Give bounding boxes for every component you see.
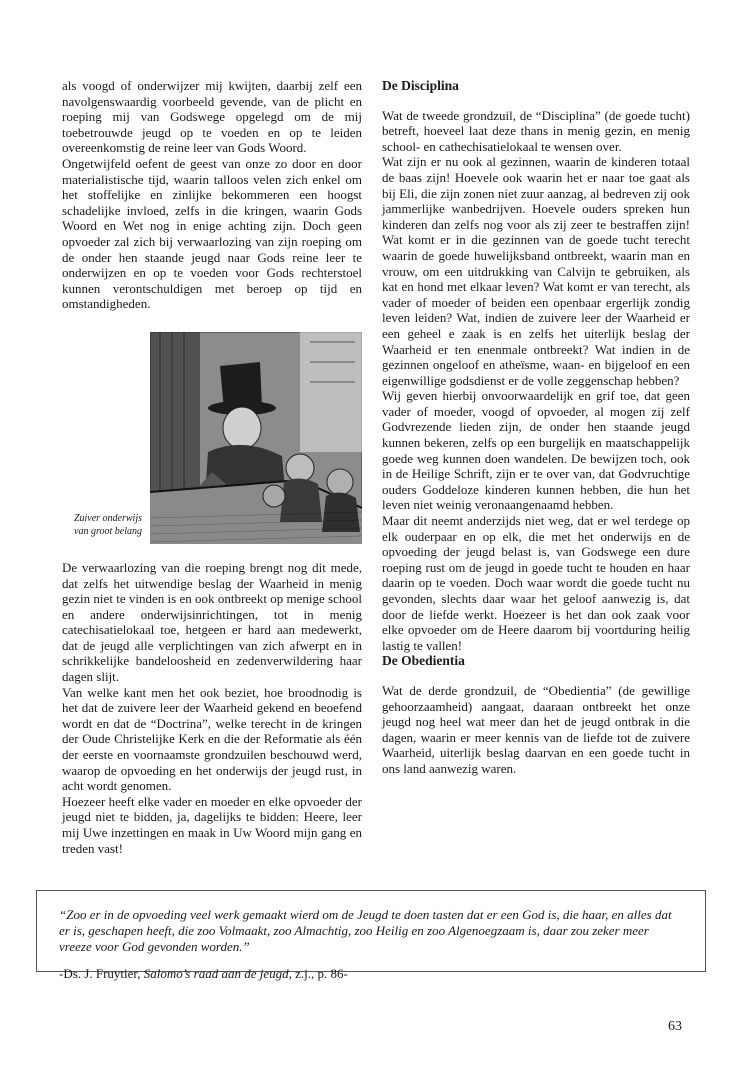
paragraph: Wat de tweede grondzuil, de “Disciplina” (de goede tucht) betreft, hoeveel laat deze thans in menig gezin, en menig school- en cathechisatielokaal te wensen over. [382, 107, 690, 154]
paragraph: Maar dit neemt anderzijds niet weg, dat er wel terdege op elk ouderpaar en op elk, die met het onderwijs en de opvoeding der jeugd belast is, van Godswege een dure roeping rust om de jeugd in goede tucht te houden en haar daarin op te voeden. Doch waar wordt die goede tucht nu gevonden, slechts daar waar het geloof aanwezig is, dat door de liefde werkt. Hoezeer is het dan ook zaak voor elke opvoeder om de Heere daarom bij voortduring heilig lastig te vallen! [382, 513, 690, 653]
figure-caption-line: Zuiver onderwijs [73, 512, 142, 524]
attribution-tail: , z.j., p. 86- [288, 966, 348, 981]
section-heading-disciplina: De Disciplina [382, 78, 459, 93]
left-column [62, 78, 362, 856]
quote-text: “Zoo er in de opvoeding veel werk gemaakt wierd om de Jeugd te doen tasten dat er een God is, die haar, en alles dat er is, geschapen heeft, die zoo Volmaakt, zoo Almachtig, zoo Heilig en zoo Algenoegzaam is, daar zou zeker meer vreeze voor God gevonden worden.” [59, 907, 672, 954]
figure-caption-line: van groot belang [74, 525, 142, 537]
quote-box [36, 890, 706, 981]
paragraph: Van welke kant men het ook beziet, hoe broodnodig is het dat de zuivere leer der Waarheid gekend en beoefend wordt en dat de “Doctrina”, welke terecht in de kringen der Oude Christelijke Kerk en die der Reformatie als één der eerste en voornaamste grondzuilen beschouwd werd, waarop de opvoeding en het onderwijs der jeugd rust, in acht wordt genomen. [62, 684, 362, 794]
right-column [382, 78, 690, 777]
paragraph: als voogd of onderwijzer mij kwijten, daarbij zelf een navolgenswaardig voorbeeld gevende, van de plicht en roeping mij van Godswege opgelegd om de mij toebetrouwde jeugd op te voeden en op te leiden overeenkomstig de reine leer van Gods Woord. [62, 78, 362, 156]
paragraph: De verwaarlozing van die roeping brengt nog dit mede, dat zelfs het uitwendige beslag der Waarheid in menig gezin niet te vinden is en ook ontbreekt op menige school en andere onderwijsinrichtingen, tot in menig catechisatielokaal toe, hetgeen er hard aan medewerkt, dat de jeugd alle verplichtingen van zich afwerpt en in schrikkelijke bandeloosheid en zedenverwildering haar dagen slijt. [62, 559, 362, 685]
section-heading-obedientia: De Obedientia [382, 653, 465, 669]
quote-attribution [59, 966, 683, 982]
paragraph: Hoezeer heeft elke vader en moeder en elke opvoeder der jeugd niet te bidden, ja, dagelijks te bidden: Heere, leer mij Uwe inzettingen en maak in Uw Woord mijn gang en treden vast! [62, 793, 362, 856]
page-number: 63 [668, 1019, 682, 1034]
attribution-source: Salomo’s raad aan de jeugd [143, 966, 289, 981]
attribution-author: -Ds. J. Fruytier, [59, 966, 144, 981]
figure [62, 332, 362, 544]
engraving-illustration [150, 332, 362, 544]
paragraph: Ongetwijfeld oefent de geest van onze zo door en door materialistische tijd, waarin talloos velen zich enkel om het stoffelijke en zinlijke bekommeren een hoogst schadelijke invloed, zelfs in die kringen, waarin Gods Woord en Wet nog in enige achting zijn. Doch geen opvoeder zal zich bij verwaarlozing van zijn roeping om de onder hen staande jeugd naar Gods reine leer te onderwijzen en op te voeden voor Gods rechterstoel kunnen verontschuldigen met beroep op tijd en omstandigheden. [62, 155, 362, 312]
paragraph: Wat de derde grondzuil, de “Obedientia” (de gewillige gehoorzaamheid) aangaat, daaraan ontbreekt het onze jeugd nog heel wat meer dan het de jeugd ontbrak in die dagen, waarin er meer kennis van de liefde tot de zuivere Waarheid, uiterlijk beslag daarvan en een goede tucht in ons land aanwezig waren. [382, 682, 690, 776]
figure-caption [62, 512, 150, 544]
paragraph: Wat zijn er nu ook al gezinnen, waarin de kinderen totaal de baas zijn! Hoevele ook waarin het er naar toe gaat als bij Eli, die zijn zonen niet zuur aanzag, al bedreven zij ook jammerlijke wanbedrijven. Hoevele ouders spreken hun kinderen dan zelfs nog voor als zij zeer te bestraffen zijn! Wat komt er in die gezinnen van de goede tucht terecht waarin de goede huwelijksband ontbreekt, waarin man en vrouw, om een uitdrukking van Calvijn te gebruiken, als kat en hond met elkaar leven? Wat komt er van terecht, als vader of moeder of beiden een openbaar ergerlijk zondig leven leiden? Wat, indien de zuivere leer der Waarheid er een geheel e zaak is en zelfs het uiterlijk beslag der Waarheid er ten enenmale ontbreekt? Wat indien in de gezinnen ongeloof en atheïsme, waan- en bijgeloof en een eigenwillige godsdienst er de volle zeggenschap hebben? [382, 154, 690, 388]
paragraph: Wij geven hierbij onvoorwaardelijk en grif toe, dat geen vader of moeder, voogd of opvoeder, al mogen zij zelf Godvrezende lieden zijn, de onder hen staande jeugd kunnen bekeren, zelfs op een burgelijk en maatschappelijk goede weg kunnen doen wandelen. De bewijzen toch, ook in de Heilige Schrift, zijn er te over van, dat Godvruchtige ouders Goddeloze kinderen kunnen hebben, die hun het leven niet weinig veronaangenaamd hebben. [382, 388, 690, 513]
